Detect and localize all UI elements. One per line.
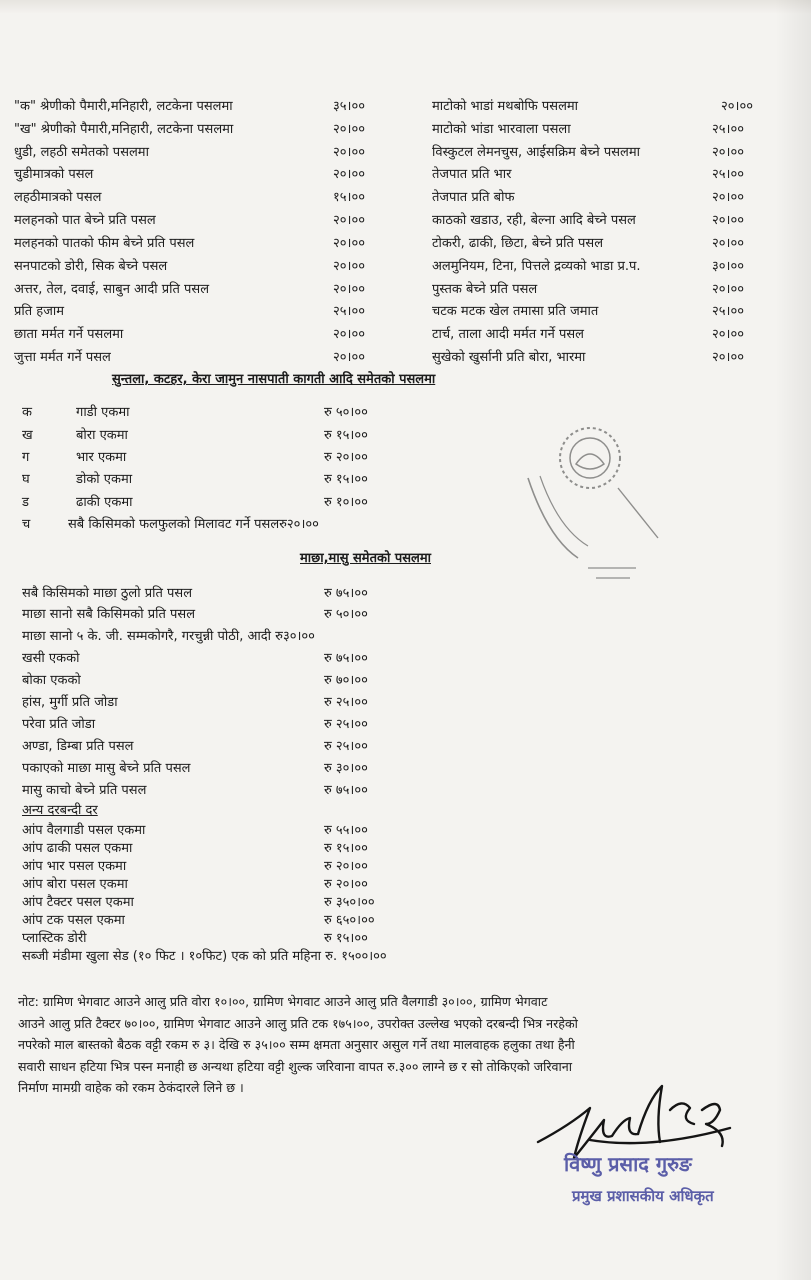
rate-amount: २०।००: [333, 122, 365, 137]
meat-amount: रु २५।००: [324, 739, 368, 754]
other-item: आंप बोरा पसल एकमा: [22, 877, 128, 892]
other-amount: रु १५।००: [324, 931, 368, 946]
page-fold-shadow: [775, 0, 811, 1280]
rate-amount: २०।००: [333, 259, 365, 274]
rate-item: काठको खडाउ, रही, बेल्ना आदि बेच्ने पसल: [432, 213, 636, 228]
fruit-letter: ग: [22, 450, 30, 465]
rate-item: "ख" श्रेणीको पैमारी,मनिहारी, लटकेना पसलमा: [14, 122, 234, 137]
rate-amount: २०।००: [333, 213, 365, 228]
other-item: आंप टैक्टर पसल एकमा: [22, 895, 134, 910]
fruit-amount: रु १५।००: [324, 472, 368, 487]
rate-item: प्रति हजाम: [14, 304, 64, 319]
rate-item: चटक मटक खेल तमासा प्रति जमात: [432, 304, 599, 319]
rate-item: जुत्ता मर्मत गर्ने पसल: [14, 350, 111, 365]
fruit-amount: रु २०।००: [324, 450, 368, 465]
rate-amount: २०।००: [333, 327, 365, 342]
rate-amount: २०।००: [712, 327, 744, 342]
rate-item: मलहनको पात बेच्ने प्रति पसल: [14, 213, 156, 228]
rate-item: सुखेको खुर्सानी प्रति बोरा, भारमा: [432, 350, 586, 365]
fruit-amount: रु १५।००: [324, 428, 368, 443]
other-item: आंप टक पसल एकमा: [22, 913, 125, 928]
fruit-amount: रु १०।००: [324, 495, 368, 510]
note-line: आउने आलु प्रति टैक्टर ७०।००, ग्रामिण भेगवाट आउने आलु प्रति टक १७५।००, उपरोक्त उल्लेख भएको दरबन्दी भित्र नरहेको: [18, 1015, 578, 1031]
rate-item: अलमुनियम, टिना, पित्तले द्रव्यको भाडा प्र.प.: [432, 259, 641, 274]
other-rates-heading: अन्य दरबन्दी दर: [22, 803, 98, 818]
other-amount: रु ५५।००: [324, 823, 368, 838]
fruit-letter: ड: [22, 495, 29, 510]
meat-amount: रु २५।००: [324, 695, 368, 710]
note-line: नोट: ग्रामिण भेगवाट आउने आलु प्रति वोरा १०।००, ग्रामिण भेगवाट आउने आलु प्रति वैलगाडी ३०।००, ग्रामिण भेगवाट: [18, 994, 548, 1009]
meat-item: अण्डा, डिम्बा प्रति पसल: [22, 739, 134, 754]
rate-item: विस्कुटल लेमनचुस, आईसक्रिम बेच्ने पसलमा: [432, 145, 641, 160]
note-line: निर्माण मामग्री वाहेक को रकम ठेकंदारले लिने छ ।: [18, 1080, 244, 1095]
rate-item: मलहनको पातको फीम बेच्ने प्रति पसल: [14, 236, 195, 251]
meat-item: पकाएको माछा मासु बेच्ने प्रति पसल: [22, 761, 191, 776]
fruit-item: भार एकमा: [76, 450, 127, 465]
rate-item: लहठीमात्रको पसल: [14, 190, 102, 205]
meat-item: सबै किसिमको माछा ठुलो प्रति पसल: [22, 586, 193, 601]
rate-item: टार्च, ताला आदी मर्मत गर्ने पसल: [432, 327, 584, 342]
fruit-item: डोको एकमा: [76, 472, 133, 487]
meat-item: हांस, मुर्गी प्रति जोडा: [22, 695, 118, 710]
other-item: आंप भार पसल एकमा: [22, 859, 127, 874]
rate-amount: २०।००: [333, 145, 365, 160]
meat-amount: रु ७०।००: [324, 673, 368, 688]
other-amount: रु २०।००: [324, 877, 368, 892]
rate-item: टोकरी, ढाकी, छिटा, बेच्ने प्रति पसल: [432, 236, 604, 251]
other-amount: रु ३५०।००: [324, 895, 375, 910]
page-top-edge: [0, 0, 811, 14]
other-item: आंप वैलगाडी पसल एकमा: [22, 823, 146, 838]
rate-amount: २०।००: [712, 190, 744, 205]
rate-amount: २०।००: [712, 213, 744, 228]
rate-item: माटोको भाडां मथबोफि पसलमा: [432, 99, 579, 114]
meat-section-heading: माछा,मासु समेतको पसलमा: [300, 551, 431, 566]
meat-item: परेवा प्रति जोडा: [22, 717, 96, 732]
rate-amount: २०।००: [333, 350, 365, 365]
vegetable-market-line: सब्जी मंडीमा खुला सेड (१० फिट । १०फिट) एक को प्रति महिना रु. १५००।००: [22, 949, 387, 964]
seal-emblem-icon: [518, 418, 678, 588]
rate-item: तेजपात प्रति भार: [432, 167, 512, 182]
rate-amount: २५।००: [333, 304, 365, 319]
rate-amount: २०।००: [333, 282, 365, 297]
rate-amount: १५।००: [333, 190, 365, 205]
rate-amount: २०।००: [333, 236, 365, 251]
fruit-item: गाडी एकमा: [76, 405, 130, 420]
meat-item: मासु काचो बेच्ने प्रति पसल: [22, 783, 147, 798]
rate-amount: ३५।००: [333, 99, 365, 114]
meat-amount: रु ७५।००: [324, 586, 368, 601]
rate-amount: २०।००: [333, 167, 365, 182]
stamp-officer-name: विष्णु प्रसाद गुरुङ: [564, 1152, 692, 1176]
rate-item: छाता मर्मत गर्ने पसलमा: [14, 327, 124, 342]
rate-item: तेजपात प्रति बोफ: [432, 190, 515, 205]
fruit-mixed-item: सबै किसिमको फलफुलको मिलावट गर्ने पसलरु२०।००: [68, 517, 319, 532]
meat-amount: रु ७५।००: [324, 783, 368, 798]
meat-item: माछा सानो ५ के. जी. सम्मकोगरै, गरचुन्नी पोठी, आदी रु३०।००: [22, 629, 315, 644]
meat-amount: रु ७५।००: [324, 651, 368, 666]
rate-item: अत्तर, तेल, दवाई, साबुन आदी प्रति पसल: [14, 282, 210, 297]
fruit-section-heading: सुन्तला, कटहर, केरा जामुन नासपाती कागती आदि समेतको पसलमा: [112, 372, 436, 387]
meat-item: बोका एकको: [22, 673, 81, 688]
note-line: सवारी साधन हटिया भित्र पस्न मनाही छ अन्यथा हटिया वट्टी शुल्क जरिवाना वापत रु.३०० लाग्ने छ र सो तोकिएको जरिवाना: [18, 1058, 573, 1074]
rate-item: "क" श्रेणीको पैमारी,मनिहारी, लटकेना पसलमा: [14, 99, 233, 114]
meat-amount: रु ३०।००: [324, 761, 368, 776]
fruit-item: बोरा एकमा: [76, 428, 128, 443]
stamp-officer-title: प्रमुख प्रशासकीय अधिकृत: [572, 1187, 714, 1205]
meat-amount: रु ५०।००: [324, 607, 368, 622]
fruit-amount: रु ५०।००: [324, 405, 368, 420]
other-amount: रु ६५०।००: [324, 913, 375, 928]
meat-amount: रु २५।००: [324, 717, 368, 732]
rate-amount: २५।००: [712, 122, 744, 137]
rate-item: सनपाटको डोरी, सिक बेच्ने पसल: [14, 259, 168, 274]
fruit-letter: क: [22, 405, 32, 420]
other-amount: रु १५।००: [324, 841, 368, 856]
fruit-letter: च: [22, 517, 31, 532]
rate-amount: २०।००: [712, 350, 744, 365]
rate-amount: २०।००: [712, 145, 744, 160]
fruit-letter: घ: [22, 472, 30, 487]
note-line: नपरेको माल बास्तको बैठक वट्टी रकम रु ३। देखि रु ३५।०० सम्म क्षमता अनुसार असुल गर्ने तथा मालवाहक हलुका तथा हैनी: [18, 1037, 575, 1052]
rate-item: चुडीमात्रको पसल: [14, 167, 94, 182]
rate-amount: २०।००: [721, 99, 753, 114]
rate-amount: २०।००: [712, 282, 744, 297]
other-item: प्लास्टिक डोरी: [22, 931, 87, 946]
fruit-letter: ख: [22, 428, 33, 443]
officer-stamp: [562, 1148, 772, 1248]
rate-item: धुडी, लहठी समेतको पसलमा: [14, 145, 149, 160]
meat-item: खसी एकको: [22, 651, 80, 666]
fruit-item: ढाकी एकमा: [76, 495, 133, 510]
rate-amount: २५।००: [712, 304, 744, 319]
rate-amount: २०।००: [712, 236, 744, 251]
meat-item: माछा सानो सबै किसिमको प्रति पसल: [22, 607, 196, 622]
rate-item: माटोको भांडा भारवाला पसला: [432, 122, 571, 137]
rate-item: पुस्तक बेच्ने प्रति पसल: [432, 282, 538, 297]
rate-amount: ३०।००: [712, 259, 744, 274]
other-item: आंप ढाकी पसल एकमा: [22, 841, 133, 856]
office-seal: [518, 418, 678, 588]
rate-amount: २५।००: [712, 167, 744, 182]
other-amount: रु २०।००: [324, 859, 368, 874]
